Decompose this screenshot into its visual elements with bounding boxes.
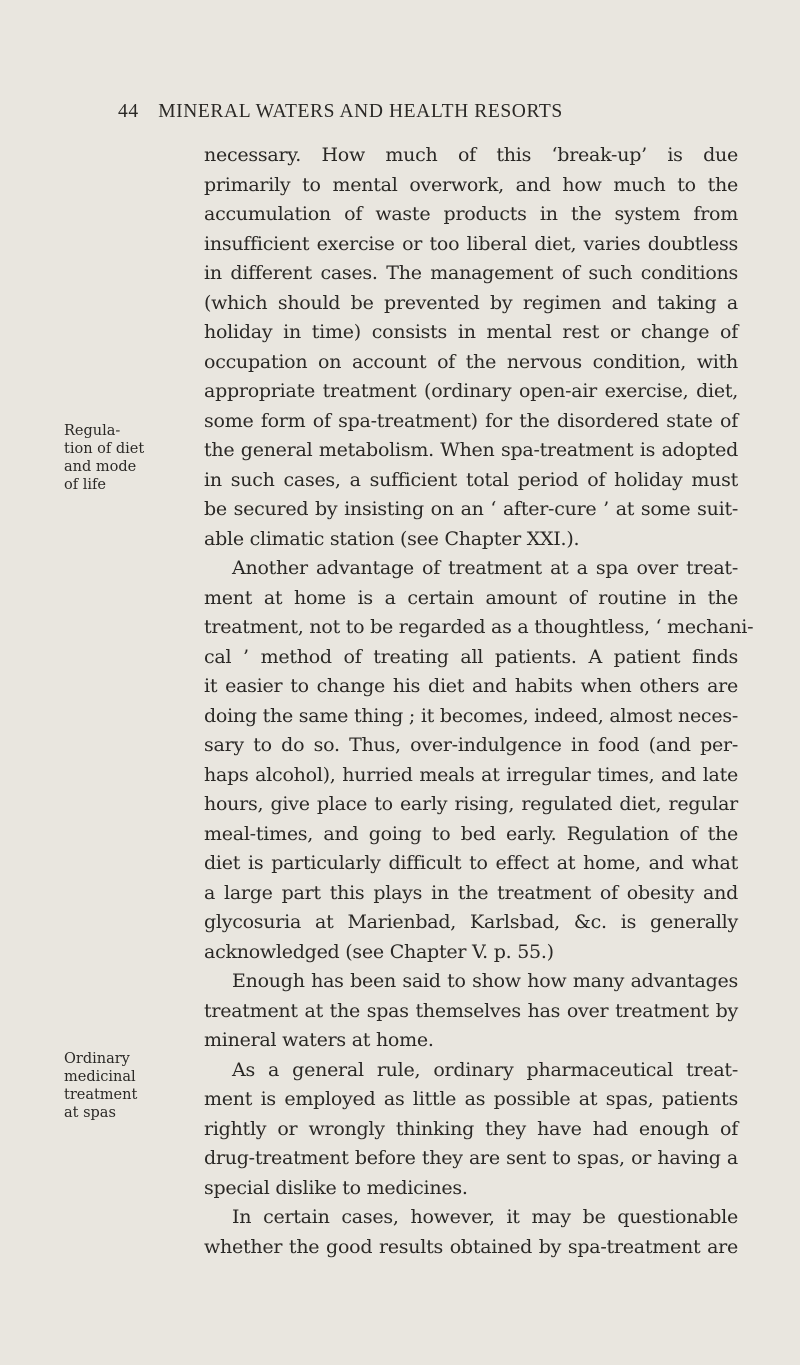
text-line: be secured by insisting on an ‘ after-cure ’ at some suit- bbox=[204, 498, 738, 520]
margin-note-line: medicinal bbox=[64, 1069, 136, 1085]
text-line: cal ’ method of treating all patients. A patient finds bbox=[204, 645, 738, 668]
text-line: able climatic station (see Chapter XXI.). bbox=[204, 527, 580, 550]
text-line: (which should be prevented by regimen and taking a bbox=[204, 291, 738, 314]
body-text bbox=[204, 141, 754, 1262]
text-line: occupation on account of the nervous condition, with bbox=[204, 350, 738, 373]
text-line: the general metabolism. When spa-treatment is adopted bbox=[204, 439, 738, 461]
text-line: accumulation of waste products in the system from bbox=[204, 203, 738, 225]
text-line: drug-treatment before they are sent to spas, or having a bbox=[204, 1147, 738, 1169]
margin-note-line: tion of diet bbox=[64, 441, 145, 457]
margin-note-line: Regula- bbox=[64, 423, 121, 439]
text-line: holiday in time) consists in mental rest or change of bbox=[204, 321, 738, 343]
text-line: diet is particularly difficult to effect at home, and what bbox=[204, 852, 738, 874]
text-line: meal-times, and going to bed early. Regulation of the bbox=[204, 822, 738, 845]
text-line: a large part this plays in the treatment of obesity and bbox=[204, 881, 738, 904]
text-line: haps alcohol), hurried meals at irregular times, and late bbox=[204, 763, 738, 786]
text-line: hours, give place to early rising, regulated diet, regular bbox=[204, 793, 738, 815]
text-line: whether the good results obtained by spa-treatment are bbox=[204, 1235, 738, 1258]
text-line: glycosuria at Marienbad, Karlsbad, &c. is generally bbox=[204, 911, 738, 933]
text-line: acknowledged (see Chapter V. p. 55.) bbox=[204, 940, 554, 963]
margin-note-line: treatment bbox=[64, 1087, 138, 1103]
text-line: doing the same thing ; it becomes, indeed, almost neces- bbox=[204, 704, 738, 727]
margin-note-regulation bbox=[64, 422, 174, 494]
margin-note-line: Ordinary bbox=[64, 1051, 130, 1067]
text-line: In certain cases, however, it may be questionable bbox=[232, 1206, 738, 1228]
text-line: necessary. How much of this ‘break-up’ is due bbox=[204, 144, 738, 166]
text-line: primarily to mental overwork, and how much to the bbox=[204, 173, 738, 196]
text-line: in such cases, a sufficient total period of holiday must bbox=[204, 468, 738, 491]
text-line: in different cases. The management of such conditions bbox=[204, 262, 738, 284]
text-line: some form of spa-treatment) for the disordered state of bbox=[204, 409, 738, 432]
text-line: it easier to change his diet and habits when others are bbox=[204, 675, 738, 697]
text-line: sary to do so. Thus, over-indulgence in food (and per- bbox=[204, 734, 738, 756]
running-header bbox=[118, 101, 738, 123]
text-line: ment at home is a certain amount of routine in the bbox=[204, 586, 738, 609]
running-title: MINERAL WATERS AND HEALTH RESORTS bbox=[158, 101, 563, 122]
text-line: treatment, not to be regarded as a thoughtless, ‘ mechani- bbox=[204, 616, 754, 638]
text-line: insufficient exercise or too liberal diet, varies doubtless bbox=[204, 232, 738, 255]
text-line: special dislike to medicines. bbox=[204, 1176, 468, 1199]
text-line: As a general rule, ordinary pharmaceutical treat- bbox=[232, 1058, 738, 1081]
text-line: mineral waters at home. bbox=[204, 1029, 434, 1051]
margin-note-line: and mode bbox=[64, 459, 137, 475]
page-number: 44 bbox=[118, 101, 139, 122]
text-line: ment is employed as little as possible at spas, patients bbox=[204, 1088, 738, 1110]
text-line: appropriate treatment (ordinary open-air exercise, diet, bbox=[204, 380, 738, 402]
text-line: Another advantage of treatment at a spa over treat- bbox=[232, 557, 738, 579]
margin-note-line: at spas bbox=[64, 1105, 116, 1121]
text-line: Enough has been said to show how many advantages bbox=[232, 970, 738, 992]
text-line: rightly or wrongly thinking they have had enough of bbox=[204, 1117, 738, 1140]
margin-note-ordinary-treatment bbox=[64, 1050, 174, 1122]
text-line: treatment at the spas themselves has over treatment by bbox=[204, 999, 738, 1022]
margin-note-line: of life bbox=[64, 477, 106, 493]
